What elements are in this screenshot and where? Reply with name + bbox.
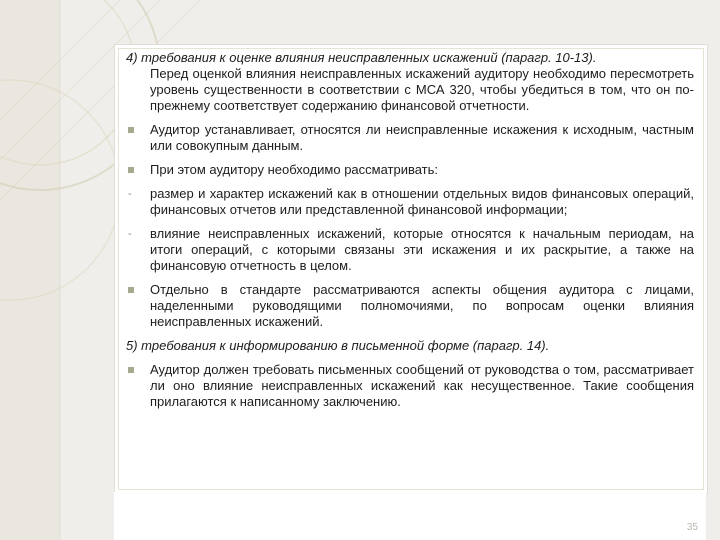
list-item: - влияние неисправленных искажений, которые относятся к начальным периодам, на итоги операций, с которыми связаны эти искажения и их раскрытие, а также на финансовую отчетность в целом.: [128, 226, 694, 273]
dash-bullet: -: [128, 228, 132, 240]
section-5-title: 5) требования к информированию в письменной форме (парагр. 14).: [126, 338, 550, 353]
slide-text: [126, 50, 694, 418]
list-item: Аудитор должен требовать письменных сообщений от руководства о том, рассматривает ли оно влияние неисправленных искажений как несущественное. Такие сообщения прилагаются к написанному заключению.: [126, 362, 694, 410]
square-bullet-icon: [128, 282, 144, 298]
square-bullet-icon: [128, 122, 144, 138]
section-4-heading: [126, 50, 694, 114]
slide-footer: [114, 492, 706, 540]
list-item: Аудитор устанавливает, относятся ли неисправленные искажения к исходным, частным или совокупным данным.: [126, 122, 694, 154]
list-item: При этом аудитору необходимо рассматривать:: [126, 162, 694, 178]
list-item: Отдельно в стандарте рассматриваются аспекты общения аудитора с лицами, наделенными руководящими полномочиями, по вопросам оценки влияния неисправленных искажений.: [126, 282, 694, 330]
section-5-heading: [126, 338, 694, 354]
section-4-body: Перед оценкой влияния неисправленных искажений аудитору необходимо пересмотреть уровень существенности в соответствии с МСА 320, чтобы убедиться в том, что он по-прежнему соответствует содержанию финансовой отчетности.: [150, 66, 694, 113]
list-item: - размер и характер искажений как в отношении отдельных видов финансовых операций, финансовых отчетов или представленной финансовой информации;: [128, 186, 694, 217]
section-4-title: 4) требования к оценке влияния неисправленных искажений (парагр. 10-13).: [126, 50, 597, 65]
square-bullet-icon: [128, 162, 144, 178]
dash-bullet: -: [128, 188, 132, 200]
page-number: 35: [686, 522, 698, 533]
square-bullet-icon: [128, 362, 144, 378]
